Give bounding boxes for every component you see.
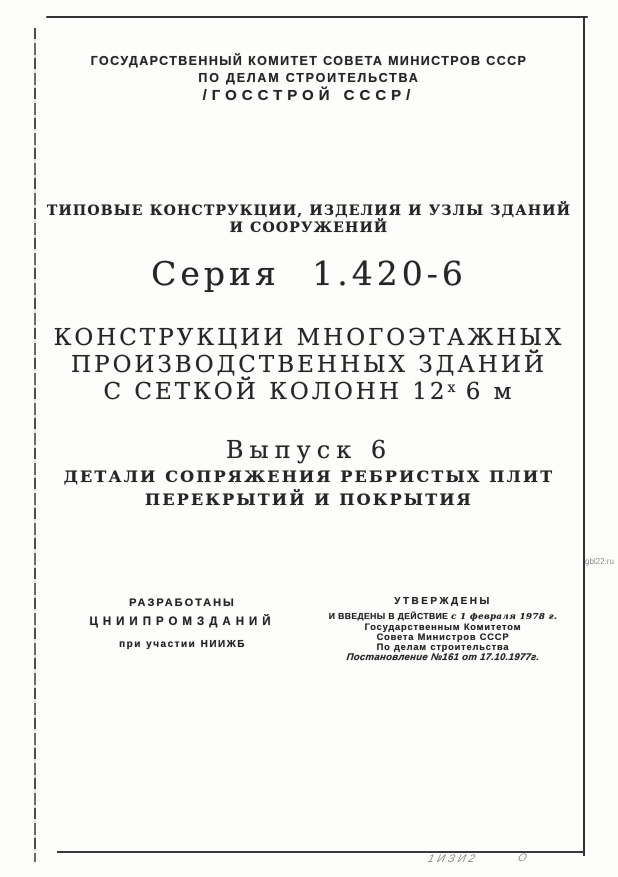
- column-grid-multiplier: х: [447, 380, 456, 396]
- authority-line-2: ПО ДЕЛАМ СТРОИТЕЛЬСТВА: [198, 71, 420, 85]
- issue-number: Выпуск 6: [225, 436, 393, 464]
- series-category-line-1: ТИПОВЫЕ КОНСТРУКЦИИ, ИЗДЕЛИЯ И УЗЛЫ ЗДАНИЙ: [46, 203, 572, 219]
- approved-heading: УТВЕРЖДЕНЫ: [394, 596, 492, 607]
- authority-abbreviation: /ГОССТРОЙ СССР/: [202, 87, 416, 104]
- approved-authority-line-3: По делам строительства: [376, 641, 510, 652]
- approved-effective-date-line: [323, 611, 563, 622]
- series-number: Серия 1.420-6: [151, 254, 467, 293]
- site-watermark: gbl22.ru: [585, 557, 614, 566]
- main-title-line-1: КОНСТРУКЦИИ МНОГОЭТАЖНЫХ: [53, 325, 565, 351]
- approved-authority-line-2: Совета Министров СССР: [376, 631, 510, 642]
- developed-by-heading: РАЗРАБОТАНЫ: [129, 597, 236, 609]
- bleed-through-artifact-mark: О: [516, 852, 529, 864]
- approved-effective-handwritten-date: с 1 февраля 1978 г.: [451, 612, 558, 622]
- developed-by-participant-note: при участии НИИЖБ: [119, 639, 246, 650]
- approved-authority-line-1: Государственным Комитетом: [364, 621, 522, 632]
- issue-subtitle-line-2: ПЕРЕКРЫТИЙ И ПОКРЫТИЯ: [145, 490, 473, 509]
- column-grid-suffix: 6 м: [465, 379, 515, 405]
- frame-border-bottom: [57, 851, 584, 853]
- series-category-line-2: И СООРУЖЕНИЙ: [229, 220, 389, 236]
- main-title-line-3: [0, 379, 618, 405]
- main-title-line-2: ПРОИЗВОДСТВЕННЫХ ЗДАНИЙ: [71, 352, 547, 378]
- issue-subtitle-line-1: ДЕТАЛИ СОПРЯЖЕНИЯ РЕБРИСТЫХ ПЛИТ: [63, 467, 555, 486]
- bleed-through-artifact-text: 1ИЗИ2: [426, 853, 480, 865]
- developed-by-organization: ЦНИИПРОМЗДАНИЙ: [89, 616, 276, 628]
- approved-effective-printed: И ВВЕДЕНЫ В ДЕЙСТВИЕ: [328, 611, 449, 621]
- frame-border-top: [46, 16, 588, 18]
- authority-line-1: ГОСУДАРСТВЕННЫЙ КОМИТЕТ СОВЕТА МИНИСТРОВ СССР: [90, 54, 528, 68]
- approved-decree-line: Постановление №161 от 17.10.1977г.: [346, 652, 540, 663]
- column-grid-prefix: С СЕТКОЙ КОЛОНН 12: [103, 379, 448, 405]
